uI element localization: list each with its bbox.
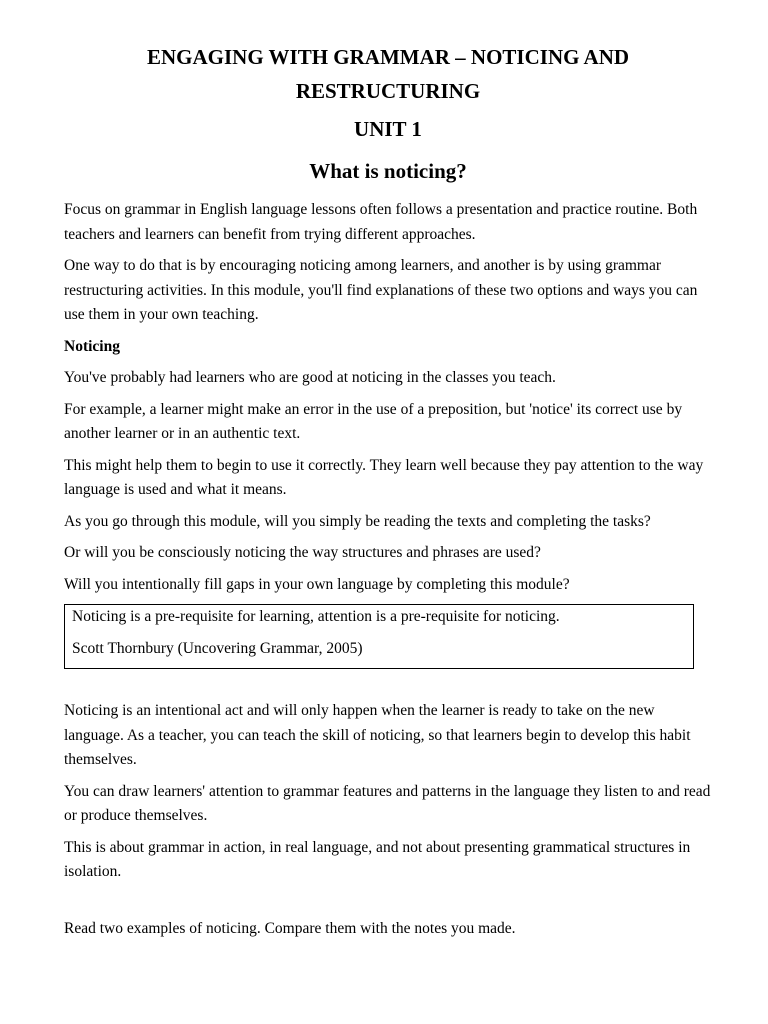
- body-paragraph: Will you intentionally fill gaps in your own language by completing this module?: [64, 575, 570, 593]
- body-paragraph: You've probably had learners who are good at noticing in the classes you teach.: [64, 369, 556, 386]
- noticing-heading: Noticing: [64, 337, 120, 355]
- body-paragraph: You can draw learners' attention to grammar features and patterns in the language they listen to and read or produce themselves.: [64, 782, 711, 824]
- quote-box: [64, 604, 694, 669]
- body-paragraph: As you go through this module, will you simply be reading the texts and completing the tasks?: [64, 512, 651, 530]
- body-paragraph: Or will you be consciously noticing the way structures and phrases are used?: [64, 544, 541, 561]
- unit-heading: UNIT 1: [354, 117, 422, 141]
- quote-text: Noticing is a pre-requisite for learning, attention is a pre-requisite for noticing.: [72, 608, 560, 625]
- intro-paragraph: Focus on grammar in English language lessons often follows a presentation and practice routine. Both teachers and learners can benefit from trying different approaches.: [64, 201, 698, 243]
- intro-paragraph: One way to do that is by encouraging noticing among learners, and another is by using grammar restructuring activities. In this module, you'll find explanations of these two options and ways you can use them in your own teaching.: [64, 257, 698, 323]
- body-paragraph: For example, a learner might make an error in the use of a preposition, but 'notice' its correct use by another learner or in an authentic text.: [64, 400, 683, 442]
- closing-instruction: Read two examples of noticing. Compare them with the notes you made.: [64, 919, 516, 937]
- document-title: ENGAGING WITH GRAMMAR – NOTICING AND RESTRUCTURING: [146, 45, 630, 103]
- quote-attribution: Scott Thornbury (Uncovering Grammar, 2005): [72, 639, 363, 657]
- body-paragraph: Noticing is an intentional act and will only happen when the learner is ready to take on the new language. As a teacher, you can teach the skill of noticing, so that learners begin to develop this habit themselves.: [64, 702, 691, 768]
- body-paragraph: This is about grammar in action, in real language, and not about presenting grammatical structures in isolation.: [64, 838, 691, 880]
- section-title: What is noticing?: [309, 159, 467, 183]
- body-paragraph: This might help them to begin to use it correctly. They learn well because they pay attention to the way language is used and what it means.: [64, 456, 704, 498]
